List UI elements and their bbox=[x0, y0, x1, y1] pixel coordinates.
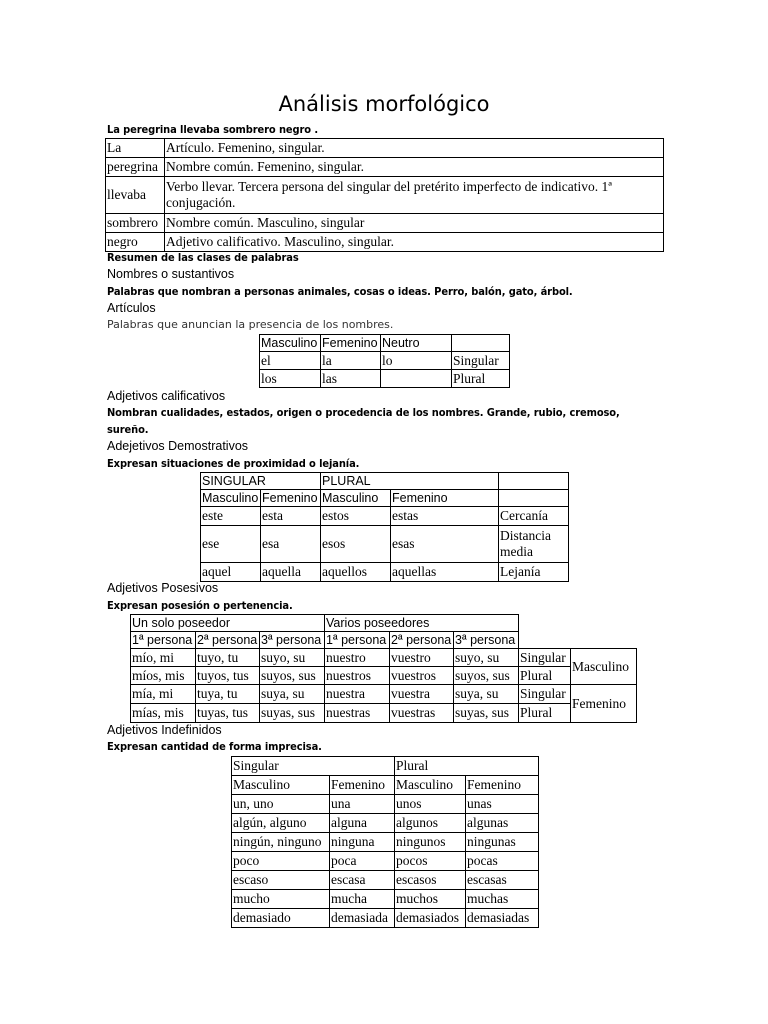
table-cell: escasa bbox=[330, 871, 395, 890]
table-cell: Singular bbox=[519, 649, 571, 667]
group-header-singular: SINGULAR bbox=[201, 473, 321, 490]
table-row bbox=[106, 139, 664, 158]
table-cell: mucho bbox=[232, 890, 330, 909]
table-cell: algún, alguno bbox=[232, 814, 330, 833]
indefinidos-heading: Adjetivos Indefinidos bbox=[107, 723, 222, 737]
table-cell: esta bbox=[261, 507, 321, 526]
demostrativos-table bbox=[200, 472, 569, 582]
table-cell: míos, mis bbox=[131, 667, 196, 685]
column-header: Femenino bbox=[391, 490, 499, 507]
table-row bbox=[131, 649, 637, 667]
table-cell: Cercanía bbox=[499, 507, 569, 526]
table-row bbox=[232, 757, 539, 776]
column-header: 3ª persona bbox=[260, 632, 325, 649]
table-cell: Distancia media bbox=[499, 526, 569, 563]
table-cell: vuestras bbox=[390, 704, 454, 723]
table-cell: Lejanía bbox=[499, 563, 569, 582]
table-cell: aquel bbox=[201, 563, 261, 582]
table-cell: Singular bbox=[519, 685, 571, 704]
analysis-word: sombrero bbox=[106, 214, 165, 233]
table-cell: vuestros bbox=[390, 667, 454, 685]
nombres-desc: Palabras que nombran a personas animales, cosas o ideas. Perro, balón, gato, árbol. bbox=[107, 285, 573, 298]
table-cell: pocos bbox=[395, 852, 466, 871]
analysis-table bbox=[105, 138, 664, 252]
table-cell: Plural bbox=[519, 704, 571, 723]
analysis-word: llevaba bbox=[106, 177, 165, 214]
table-cell: un, uno bbox=[232, 795, 330, 814]
table-cell: mío, mi bbox=[131, 649, 196, 667]
table-row bbox=[260, 370, 510, 388]
table-cell: suyos, sus bbox=[454, 667, 519, 685]
column-header: Femenino bbox=[321, 335, 381, 352]
table-row bbox=[232, 833, 539, 852]
table-row bbox=[201, 507, 569, 526]
table-cell: aquella bbox=[261, 563, 321, 582]
table-row bbox=[106, 177, 664, 214]
articulos-desc: Palabras que anuncian la presencia de los nombres. bbox=[107, 318, 394, 331]
analysis-desc: Nombre común. Femenino, singular. bbox=[165, 158, 664, 177]
posesivos-table bbox=[130, 614, 637, 723]
column-header: Masculino bbox=[395, 776, 466, 795]
group-header-plural: Plural bbox=[395, 757, 539, 776]
analysis-desc: Adjetivo calificativo. Masculino, singular. bbox=[165, 233, 664, 252]
column-header: Femenino bbox=[261, 490, 321, 507]
table-cell: poco bbox=[232, 852, 330, 871]
table-row bbox=[106, 214, 664, 233]
table-row bbox=[106, 158, 664, 177]
table-cell bbox=[499, 490, 569, 507]
column-header: 3ª persona bbox=[454, 632, 519, 649]
table-cell: nuestra bbox=[325, 685, 390, 704]
table-cell: tuyo, tu bbox=[196, 649, 260, 667]
page-title: Análisis morfológico bbox=[278, 92, 490, 116]
indefinidos-desc: Expresan cantidad de forma imprecisa. bbox=[107, 740, 322, 753]
table-cell: alguna bbox=[330, 814, 395, 833]
table-row bbox=[260, 335, 510, 352]
analysis-desc: Artículo. Femenino, singular. bbox=[165, 139, 664, 158]
table-row bbox=[232, 890, 539, 909]
table-row bbox=[201, 473, 569, 490]
calificativos-desc-cont: sureño. bbox=[107, 423, 149, 436]
column-header: 2ª persona bbox=[196, 632, 260, 649]
table-cell: algunas bbox=[466, 814, 539, 833]
table-cell: vuestra bbox=[390, 685, 454, 704]
analysis-desc: Nombre común. Masculino, singular bbox=[165, 214, 664, 233]
demostrativos-desc: Expresan situaciones de proximidad o lejanía. bbox=[107, 457, 360, 470]
table-cell: muchos bbox=[395, 890, 466, 909]
table-cell: escasos bbox=[395, 871, 466, 890]
table-row bbox=[131, 667, 637, 685]
table-cell bbox=[499, 473, 569, 490]
column-header: 1ª persona bbox=[325, 632, 390, 649]
column-header: Neutro bbox=[381, 335, 452, 352]
table-row bbox=[201, 490, 569, 507]
table-row bbox=[232, 795, 539, 814]
analysis-word: La bbox=[106, 139, 165, 158]
table-row bbox=[232, 909, 539, 928]
table-cell: aquellos bbox=[321, 563, 391, 582]
table-cell: los bbox=[260, 370, 321, 388]
table-cell: suyo, su bbox=[260, 649, 325, 667]
gender-cell-masculino: Masculino bbox=[571, 649, 637, 685]
column-header: Femenino bbox=[466, 776, 539, 795]
table-cell: algunos bbox=[395, 814, 466, 833]
column-header: 2ª persona bbox=[390, 632, 454, 649]
indefinidos-table bbox=[231, 756, 539, 928]
table-cell: el bbox=[260, 352, 321, 370]
table-cell: unos bbox=[395, 795, 466, 814]
column-header bbox=[452, 335, 510, 352]
table-cell: demasiadas bbox=[466, 909, 539, 928]
table-cell: demasiados bbox=[395, 909, 466, 928]
articulos-table bbox=[259, 334, 510, 388]
table-cell: unas bbox=[466, 795, 539, 814]
table-cell: escaso bbox=[232, 871, 330, 890]
table-cell: este bbox=[201, 507, 261, 526]
table-cell: suyo, su bbox=[454, 649, 519, 667]
summary-heading: Resumen de las clases de palabras bbox=[107, 251, 299, 264]
posesivos-heading: Adjetivos Posesivos bbox=[107, 581, 219, 595]
group-header-varios-poseedores: Varios poseedores bbox=[325, 615, 519, 632]
table-cell: demasiada bbox=[330, 909, 395, 928]
example-sentence: La peregrina llevaba sombrero negro . bbox=[107, 123, 319, 136]
analysis-word: peregrina bbox=[106, 158, 165, 177]
table-cell: vuestro bbox=[390, 649, 454, 667]
table-cell: nuestro bbox=[325, 649, 390, 667]
table-cell: lo bbox=[381, 352, 452, 370]
table-cell: escasas bbox=[466, 871, 539, 890]
table-row bbox=[106, 233, 664, 252]
group-header-singular: Singular bbox=[232, 757, 395, 776]
table-cell: suyas, sus bbox=[260, 704, 325, 723]
table-cell: tuyos, tus bbox=[196, 667, 260, 685]
calificativos-desc: Nombran cualidades, estados, origen o procedencia de los nombres. Grande, rubio, cremoso, bbox=[107, 406, 620, 419]
analysis-desc: Verbo llevar. Tercera persona del singular del pretérito imperfecto de indicativo. 1ª conjugación. bbox=[165, 177, 664, 214]
table-cell: mía, mi bbox=[131, 685, 196, 704]
table-row bbox=[131, 685, 637, 704]
group-header-plural: PLURAL bbox=[321, 473, 499, 490]
table-cell: Plural bbox=[519, 667, 571, 685]
table-cell: la bbox=[321, 352, 381, 370]
calificativos-heading: Adjetivos calificativos bbox=[107, 389, 226, 403]
table-row bbox=[232, 814, 539, 833]
table-cell bbox=[381, 370, 452, 388]
table-cell: esos bbox=[321, 526, 391, 563]
table-cell: las bbox=[321, 370, 381, 388]
gender-cell-femenino: Femenino bbox=[571, 685, 637, 723]
table-cell: suyos, sus bbox=[260, 667, 325, 685]
table-cell: nuestros bbox=[325, 667, 390, 685]
table-cell: una bbox=[330, 795, 395, 814]
table-cell: esa bbox=[261, 526, 321, 563]
table-cell: mucha bbox=[330, 890, 395, 909]
table-cell: suya, su bbox=[260, 685, 325, 704]
table-cell: tuyas, tus bbox=[196, 704, 260, 723]
table-row bbox=[131, 704, 637, 723]
demostrativos-heading: Adejetivos Demostrativos bbox=[107, 439, 249, 453]
group-header-un-poseedor: Un solo poseedor bbox=[131, 615, 325, 632]
table-row bbox=[232, 852, 539, 871]
table-cell: demasiado bbox=[232, 909, 330, 928]
table-cell: muchas bbox=[466, 890, 539, 909]
nombres-heading: Nombres o sustantivos bbox=[107, 267, 235, 281]
table-cell: suyas, sus bbox=[454, 704, 519, 723]
table-cell: estos bbox=[321, 507, 391, 526]
table-cell: nuestras bbox=[325, 704, 390, 723]
table-row bbox=[201, 526, 569, 563]
table-cell: poca bbox=[330, 852, 395, 871]
articulos-heading: Artículos bbox=[107, 301, 156, 315]
column-header: 1ª persona bbox=[131, 632, 196, 649]
column-header: Masculino bbox=[260, 335, 321, 352]
table-cell: aquellas bbox=[391, 563, 499, 582]
table-cell: estas bbox=[391, 507, 499, 526]
table-cell: ese bbox=[201, 526, 261, 563]
table-cell: ningunos bbox=[395, 833, 466, 852]
column-header: Masculino bbox=[321, 490, 391, 507]
analysis-word: negro bbox=[106, 233, 165, 252]
table-row bbox=[131, 615, 637, 632]
table-cell: tuya, tu bbox=[196, 685, 260, 704]
table-row bbox=[201, 563, 569, 582]
table-cell: Singular bbox=[452, 352, 510, 370]
table-cell: ningunas bbox=[466, 833, 539, 852]
table-cell: Plural bbox=[452, 370, 510, 388]
table-cell: ningún, ninguno bbox=[232, 833, 330, 852]
table-row bbox=[232, 871, 539, 890]
table-row bbox=[232, 776, 539, 795]
table-cell: pocas bbox=[466, 852, 539, 871]
table-cell: ninguna bbox=[330, 833, 395, 852]
table-cell: suya, su bbox=[454, 685, 519, 704]
column-header: Masculino bbox=[201, 490, 261, 507]
table-cell: esas bbox=[391, 526, 499, 563]
column-header: Masculino bbox=[232, 776, 330, 795]
table-cell: mías, mis bbox=[131, 704, 196, 723]
table-row bbox=[131, 632, 637, 649]
column-header: Femenino bbox=[330, 776, 395, 795]
posesivos-desc: Expresan posesión o pertenencia. bbox=[107, 599, 293, 612]
table-row bbox=[260, 352, 510, 370]
